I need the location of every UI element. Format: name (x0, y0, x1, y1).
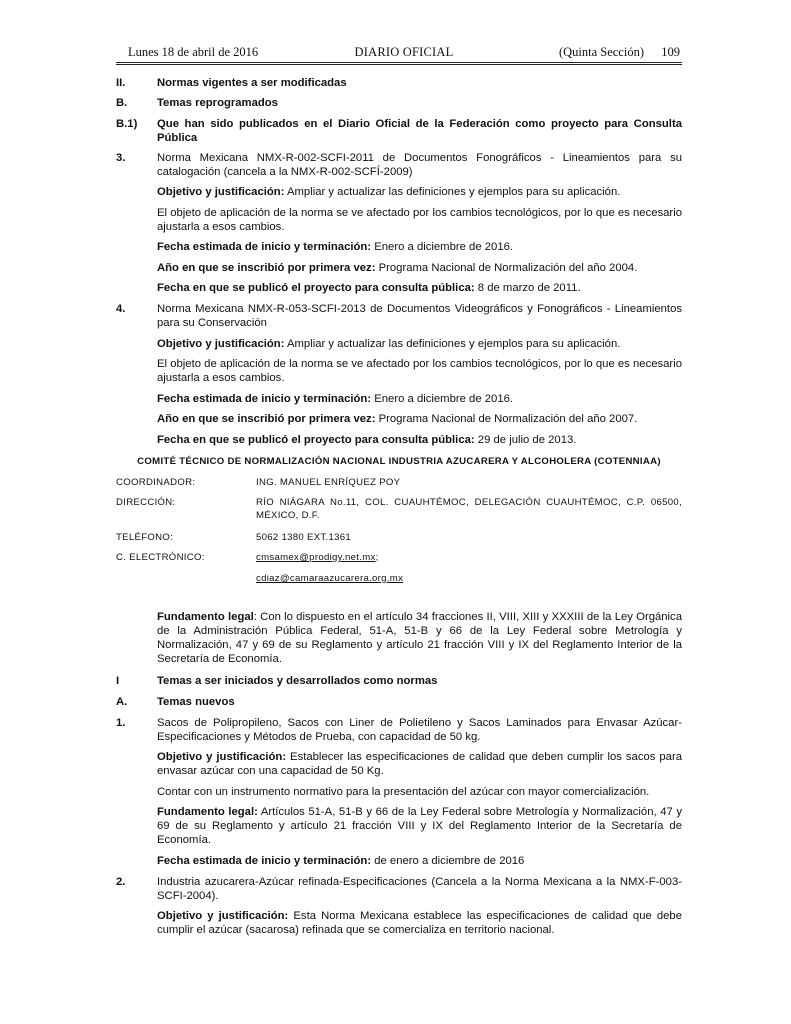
year-label: Año en que se inscribió por primera vez: (157, 413, 376, 425)
dates-label: Fecha estimada de inicio y terminación: (157, 241, 372, 253)
item-1-dates (157, 854, 682, 868)
contact-label: COORDINADOR: (116, 477, 196, 488)
legal-text: Artículos 51-A, 51-B y 66 de la Ley Federal sobre Metrología y Normalización, 47 y 69 de su Reglamento y artículo 21 fracción VIII y IX del Reglamento Interior de la Secretaría de Economía. (157, 806, 682, 846)
header-date: Lunes 18 de abril de 2016 (128, 45, 259, 59)
contact-label: TELÉFONO: (116, 532, 174, 543)
objective-label: Objetivo y justificación: (157, 186, 285, 198)
item-number: 2. (116, 876, 126, 888)
header-publication: DIARIO OFICIAL (354, 45, 454, 59)
committee-title: COMITÉ TÉCNICO DE NORMALIZACIÓN NACIONAL INDUSTRIA AZUCARERA Y ALCOHOLERA (COTENNIAA) (137, 456, 661, 467)
legal-basis-label: Fundamento legal (157, 611, 254, 623)
heading-number: A. (116, 696, 128, 708)
header-page-number: 109 (661, 45, 680, 59)
year-label: Año en que se inscribió por primera vez: (157, 262, 376, 274)
email-separator: ; (375, 552, 379, 563)
item-3-paragraph: El objeto de aplicación de la norma se ve afectado por los cambios tecnológicos, por lo que es necesario ajustarla a esos cambios. (157, 207, 682, 233)
item-number: 4. (116, 303, 126, 315)
item-title: Sacos de Polipropileno, Sacos con Liner de Polietileno y Sacos Laminados para Envasar Azúcar-Especificaciones y Métodos de Prueba, con capacidad de 50 kg. (157, 717, 682, 743)
dates-label: Fecha estimada de inicio y terminación: (157, 855, 372, 867)
contact-label: DIRECCIÓN: (116, 497, 176, 508)
heading-number: B. (116, 97, 128, 109)
objective-text: Establecer las especificaciones de calidad que deben cumplir los sacos para envasar azúcar con una capacidad de 50 Kg. (157, 751, 682, 777)
objective-label: Objetivo y justificación: (157, 338, 285, 350)
dates-text: Enero a diciembre de 2016. (371, 241, 514, 253)
item-4-objective (157, 337, 682, 351)
item-4-dates (157, 392, 682, 406)
item-number: 1. (116, 717, 126, 729)
objective-text: Esta Norma Mexicana establece las especificaciones de calidad que debe cumplir el azúcar (sacarosa) refinada que se comercializa en territorio nacional. (157, 910, 682, 936)
item-title: Norma Mexicana NMX-R-002-SCFI-2011 de Documentos Fonográficos - Lineamientos para su catalogación (cancela a la NMX-R-002-SCFÍ-2009) (157, 152, 682, 178)
item-number: 3. (116, 152, 126, 164)
heading-text: Normas vigentes a ser modificadas (157, 77, 347, 89)
publication-label: Fecha en que se publicó el proyecto para consulta pública: (157, 282, 475, 294)
item-4-publication (157, 433, 682, 447)
email-link-secondary[interactable]: cdiaz@camaraazucarera.org.mx (256, 573, 404, 584)
email-link-primary[interactable]: cmsamex@prodigy.net.mx (256, 552, 376, 563)
heading-number: II. (116, 77, 126, 89)
contact-value (256, 551, 682, 564)
header-rule (116, 62, 682, 63)
item-1-paragraph: Contar con un instrumento normativo para la presentación del azúcar con mayor comercialización. (157, 786, 650, 798)
contact-value: RÍO NIÁGARA No.11, COL. CUAUHTÉMOC, DELEGACIÓN CUAUHTÉMOC, C.P. 06500, MÉXICO, D.F. (256, 497, 682, 521)
item-title: Norma Mexicana NMX-R-053-SCFI-2013 de Documentos Videográficos y Fonográficos - Lineamientos para su Conservación (157, 303, 682, 329)
item-2-objective (157, 909, 682, 937)
objective-text: Ampliar y actualizar las definiciones y ejemplos para su aplicación. (284, 186, 621, 198)
item-1-objective (157, 750, 682, 778)
item-3-year (157, 261, 682, 275)
heading-text: Temas reprogramados (157, 97, 278, 109)
item-4-paragraph: El objeto de aplicación de la norma se ve afectado por los cambios tecnológicos, por lo que es necesario ajustarla a esos cambios. (157, 358, 682, 384)
contact-value: 5062 1380 EXT.1361 (256, 532, 352, 543)
legal-basis-text: : Con lo dispuesto en el artículo 34 fracciones II, VIII, XIII y XXXIII de la Ley Orgánica de la Administración Pública Federal, 51-A, 51-B y 66 de la Ley Federal sobre Metrología y Normalización, 47 y 69 de su Reglamento y artículo 21 fracción VIII y IX del Reglamento Interior de la Secretaría de Economía. (157, 611, 682, 665)
publication-text: 29 de julio de 2013. (474, 434, 577, 446)
publication-text: 8 de marzo de 2011. (474, 282, 581, 294)
heading-text: Temas a ser iniciados y desarrollados como normas (157, 675, 438, 687)
heading-number: I (116, 675, 120, 687)
year-text: Programa Nacional de Normalización del año 2007. (375, 413, 638, 425)
item-title: Industria azucarera-Azúcar refinada-Especificaciones (Cancela a la Norma Mexicana a la NMX-F-003-SCFI-2004). (157, 876, 682, 902)
dates-text: Enero a diciembre de 2016. (371, 393, 514, 405)
item-1-legal (157, 805, 682, 847)
legal-basis (157, 610, 682, 666)
item-3-objective (157, 185, 682, 199)
heading-text: Que han sido publicados en el Diario Oficial de la Federación como proyecto para Consulta Pública (157, 118, 682, 144)
contact-label: C. ELECTRÓNICO: (116, 552, 205, 563)
objective-label: Objetivo y justificación: (157, 751, 287, 763)
item-4-year (157, 412, 682, 426)
objective-label: Objetivo y justificación: (157, 910, 289, 922)
heading-number: B.1) (116, 118, 138, 130)
year-text: Programa Nacional de Normalización del año 2004. (375, 262, 638, 274)
objective-text: Ampliar y actualizar las definiciones y ejemplos para su aplicación. (284, 338, 621, 350)
item-3-publication (157, 281, 682, 295)
header-section: (Quinta Sección) (558, 45, 644, 59)
heading-text: Temas nuevos (157, 696, 235, 708)
contact-value: ING. MANUEL ENRÍQUEZ POY (256, 477, 401, 488)
item-3-dates (157, 240, 682, 254)
dates-text: de enero a diciembre de 2016 (371, 855, 525, 867)
publication-label: Fecha en que se publicó el proyecto para consulta pública: (157, 434, 475, 446)
legal-label: Fundamento legal: (157, 806, 258, 818)
dates-label: Fecha estimada de inicio y terminación: (157, 393, 372, 405)
header-rule-second (116, 64, 682, 65)
